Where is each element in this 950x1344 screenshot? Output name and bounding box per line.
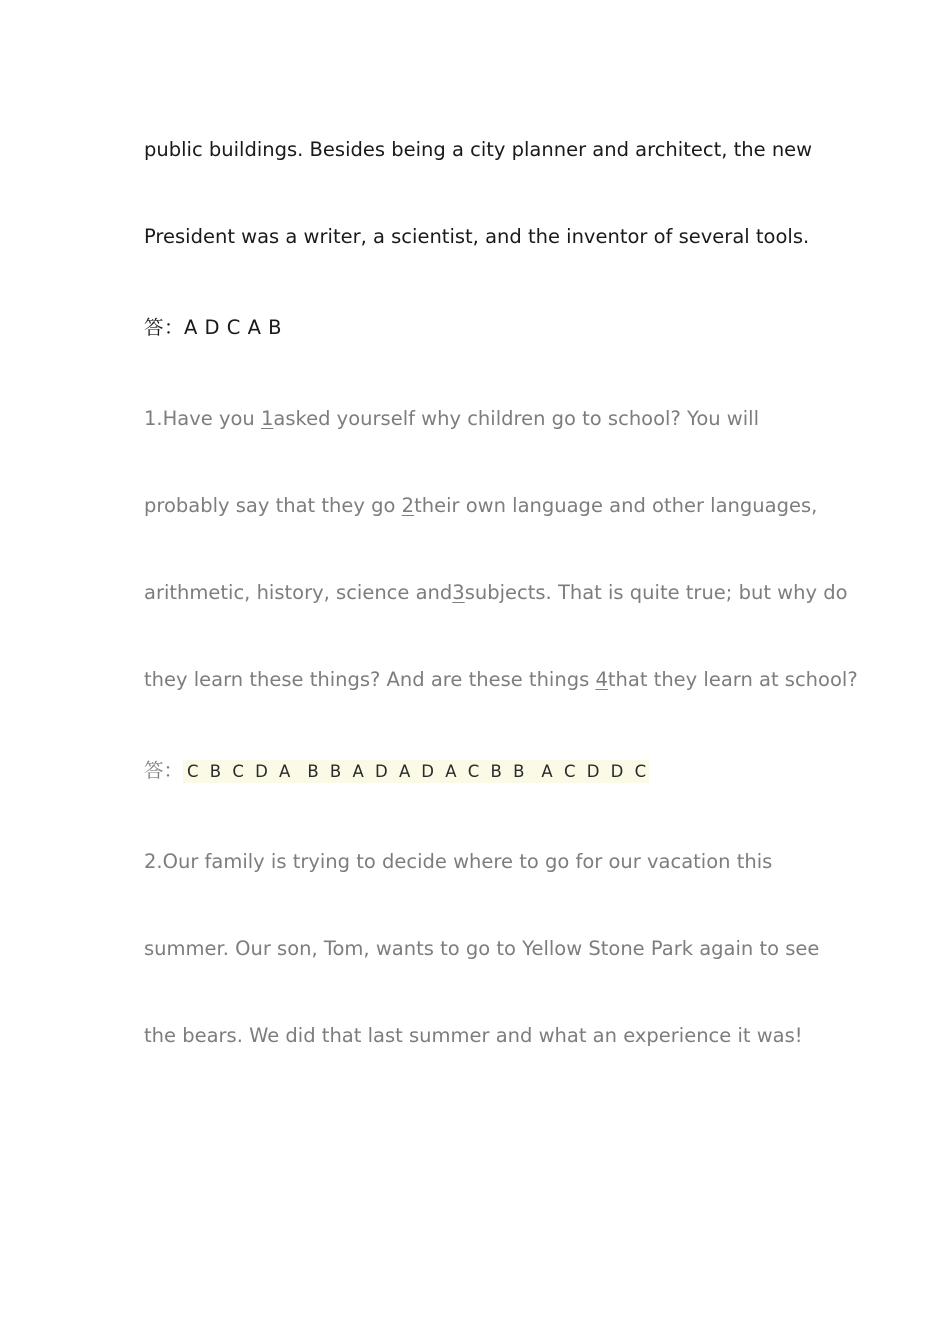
text-segment: that they learn at school? [607, 668, 858, 691]
answer-1 [144, 757, 649, 786]
text-segment: asked yourself why children go to school? You will [273, 407, 760, 430]
blank-4: 4 [595, 668, 608, 691]
text-segment: subjects. That is quite true; but why do [464, 581, 848, 604]
answer-group-1: C B C D A [187, 762, 294, 781]
blank-3: 3 [452, 581, 465, 604]
text-segment: 1.Have you [144, 407, 261, 430]
blank-2: 2 [401, 494, 415, 517]
blank-1: 1 [260, 407, 274, 430]
passage-a-line-1: public buildings. Besides being a city planner and architect, the new [144, 138, 813, 161]
passage-1-line-2 [144, 492, 817, 520]
answer-a-letters: A D C A B [184, 316, 282, 339]
text-segment: their own language and other languages, [414, 494, 818, 517]
answer-group-4: A C D D C [541, 762, 650, 781]
text-segment: they learn these things? And are these things [144, 668, 596, 691]
answer-1-label: 答： [144, 759, 184, 782]
answer-group-3: D A C B B [421, 762, 528, 781]
answer-a [144, 314, 282, 342]
passage-1-line-3 [144, 579, 848, 607]
passage-2-line-1: 2.Our family is trying to decide where to go for our vacation this [144, 850, 773, 873]
passage-2-line-3: the bears. We did that last summer and what an experience it was! [144, 1024, 803, 1047]
passage-a-line-2: President was a writer, a scientist, and the inventor of several tools. [144, 225, 810, 248]
passage-1-line-4 [144, 666, 858, 694]
passage-1-line-1 [144, 405, 759, 433]
answer-1-highlight [183, 760, 649, 783]
text-segment: probably say that they go [144, 494, 402, 517]
passage-2-line-2: summer. Our son, Tom, wants to go to Yellow Stone Park again to see [144, 937, 820, 960]
text-segment: arithmetic, history, science and [144, 581, 453, 604]
answer-group-2: B B A D A [307, 762, 414, 781]
answer-a-label: 答： [144, 316, 185, 339]
